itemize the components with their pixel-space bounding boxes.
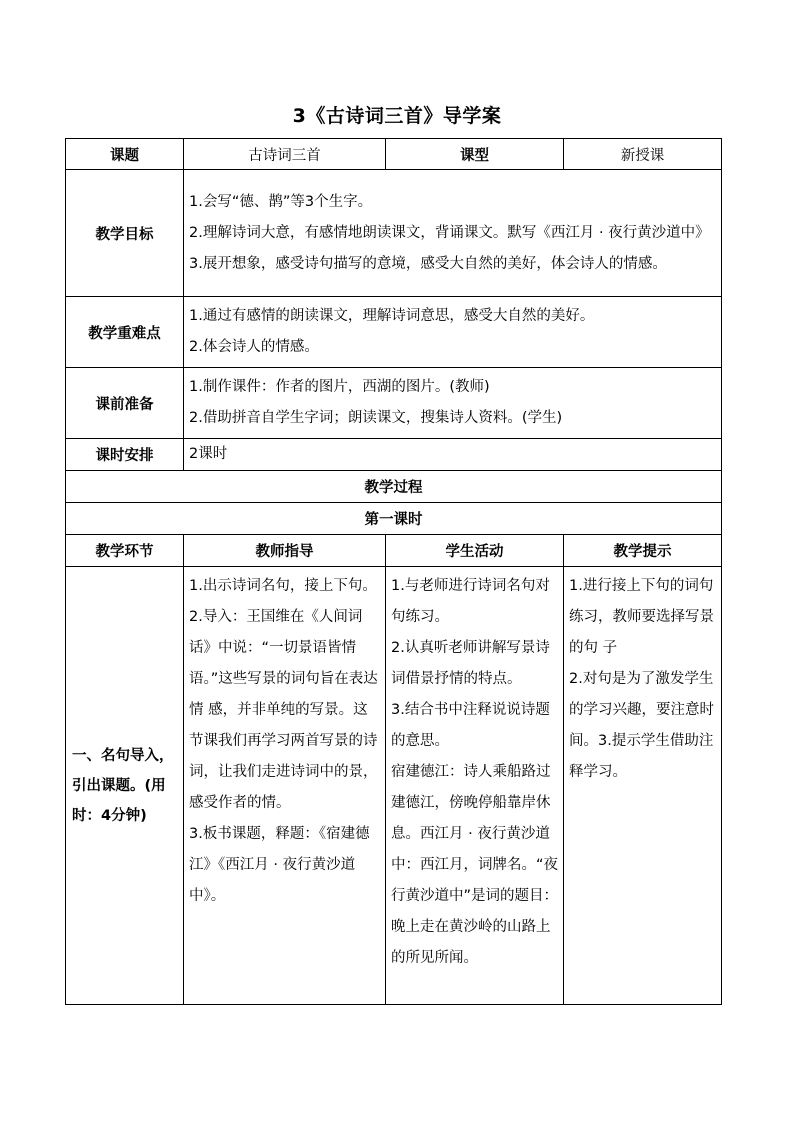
preparation-row [66,368,722,439]
student-item: 1.与老师进行诗词名句对句练习。 [391,578,550,625]
label-key-points: 教学重难点 [66,297,184,368]
col-header-student: 学生活动 [386,535,564,567]
header-row [66,139,722,170]
step-label: 一、名句导入，引出课题。(用时：4分钟) [66,567,184,1005]
student-activity [386,567,564,1005]
page-title: 3《古诗词三首》导学案 [292,105,502,127]
teacher-guidance [184,567,386,1005]
key-point-item: 1.通过有感情的朗读课文，理解诗词意思，感受大自然的美好。 [189,308,595,324]
step-row [66,567,722,1005]
preparation-item: 2.借助拼音自学生字词；朗读课文，搜集诗人资料。(学生) [189,410,563,426]
tip-item: 2.对句是为了激发学生的学习兴趣，要注意时间。3.提示学生借助注释学习。 [569,671,714,780]
lesson-title-row [66,503,722,535]
lesson-plan-table [65,138,722,1005]
label-preparation: 课前准备 [66,368,184,439]
teaching-tips [564,567,722,1005]
process-header-row [66,535,722,567]
label-objectives: 教学目标 [66,170,184,297]
objective-item: 3.展开想象，感受诗句描写的意境，感受大自然的美好，体会诗人的情感。 [189,255,667,272]
label-topic: 课题 [66,139,184,170]
objectives-row [66,170,722,297]
lesson-title: 第一课时 [66,503,722,535]
col-header-tips: 教学提示 [564,535,722,567]
type-value: 新授课 [564,139,722,170]
tip-item: 1.进行接上下句的词句练习，教师要选择写景的句 子 [569,578,714,656]
preparation-content [184,368,722,439]
label-schedule: 课时安排 [66,439,184,471]
teacher-item: 1.出示诗词名句，接上下句。 [189,578,377,594]
topic-value: 古诗词三首 [184,139,386,170]
teacher-item: 3.板书课题，释题：《宿建德江》《西江月 · 夜行黄沙道中》。 [189,826,370,904]
objective-item: 2.理解诗词大意，有感情地朗读课文，背诵课文。默写《西江月 · 夜行黄沙道中》 [189,224,710,241]
key-points-row [66,297,722,368]
process-title-row [66,471,722,503]
objectives-content [184,170,722,297]
preparation-item: 1.制作课件：作者的图片，西湖的图片。(教师) [189,379,490,395]
process-title: 教学过程 [66,471,722,503]
student-item: 3.结合书中注释说说诗题的意思。 [391,702,550,749]
schedule-value: 2课时 [184,439,722,471]
schedule-row [66,439,722,471]
student-item: 宿建德江：诗人乘船路过建德江，傍晚停船靠岸休息。西江月 · 夜行黄沙道中：西江月，词牌名。“夜行黄沙道中”是词的题目：晚上走在黄沙岭的山路上的所见所闻。 [391,764,559,966]
teacher-item: 2.导入：王国维在《人间词话》中说：“一切景语皆情语。”这些写景的词句旨在表达情 感，并非单纯的写景。这节课我们再学习两首写景的诗词，让我们走进诗词中的景，感受作者的情。 [189,609,378,811]
student-item: 2.认真听老师讲解写景诗词借景抒情的特点。 [391,640,550,687]
col-header-teacher: 教师指导 [184,535,386,567]
objective-item: 1.会写“德、鹊”等3个生字。 [189,193,373,210]
col-header-step: 教学环节 [66,535,184,567]
key-points-content [184,297,722,368]
key-point-item: 2.体会诗人的情感。 [189,339,319,355]
label-type: 课型 [386,139,564,170]
